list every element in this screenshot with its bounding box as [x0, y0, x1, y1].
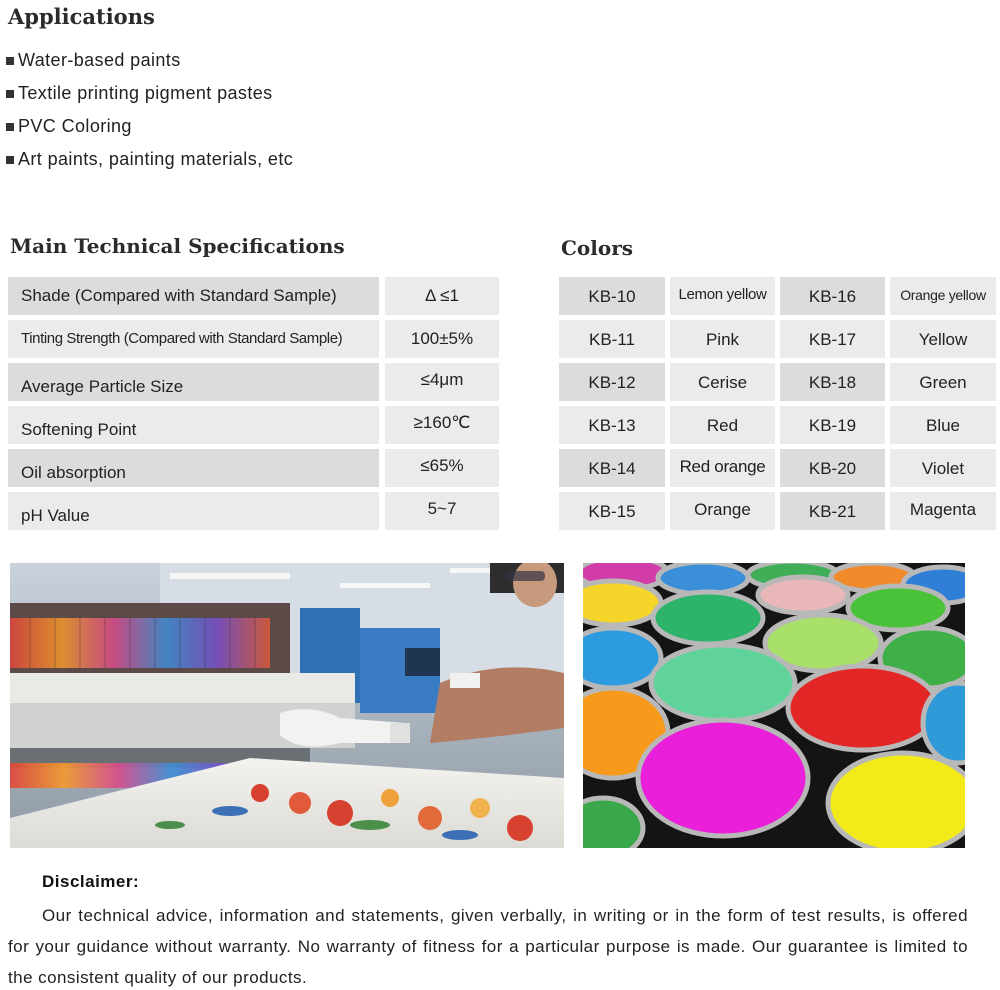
color-name: Magenta	[890, 492, 996, 530]
color-name: Red	[670, 406, 775, 444]
spec-value: ≤4μm	[385, 363, 499, 401]
spec-label: Softening Point	[8, 406, 379, 444]
color-code: KB-15	[559, 492, 665, 530]
colors-heading: Colors	[561, 236, 633, 260]
spec-value: 100±5%	[385, 320, 499, 358]
color-name: Blue	[890, 406, 996, 444]
application-item: Textile printing pigment pastes	[6, 81, 293, 114]
spec-value: ≥160℃	[385, 406, 499, 444]
spec-label: Oil absorption	[8, 449, 379, 487]
spec-value: Δ ≤1	[385, 277, 499, 315]
square-bullet-icon	[6, 90, 14, 98]
square-bullet-icon	[6, 156, 14, 164]
color-code: KB-18	[780, 363, 885, 401]
color-name: Lemon yellow	[670, 277, 775, 315]
color-name: Yellow	[890, 320, 996, 358]
disclaimer-text: Our technical advice, information and statements, given verbally, in writing or in the form of test results, is offered for your guidance without warranty. No warranty of fitness for a particular purpose is made. Our guarantee is limited to the consistent quality of our products.	[8, 906, 968, 987]
color-code: KB-10	[559, 277, 665, 315]
color-name: Violet	[890, 449, 996, 487]
square-bullet-icon	[6, 123, 14, 131]
spec-value: 5~7	[385, 492, 499, 530]
spec-label: Shade (Compared with Standard Sample)	[8, 277, 379, 315]
color-code: KB-19	[780, 406, 885, 444]
color-code: KB-17	[780, 320, 885, 358]
spec-label: pH Value	[8, 492, 379, 530]
color-code: KB-13	[559, 406, 665, 444]
color-code: KB-14	[559, 449, 665, 487]
paint-cans-photo	[583, 563, 965, 848]
color-code: KB-21	[780, 492, 885, 530]
color-code: KB-12	[559, 363, 665, 401]
specs-heading: Main Technical Specifications	[10, 234, 345, 258]
textile-machine-illustration	[10, 563, 564, 848]
color-name: Orange	[670, 492, 775, 530]
square-bullet-icon	[6, 57, 14, 65]
paint-cans-illustration	[583, 563, 965, 848]
color-name: Red orange	[670, 449, 775, 487]
application-item: Water-based paints	[6, 48, 293, 81]
spec-label: Tinting Strength (Compared with Standard Sample)	[8, 320, 379, 358]
spec-label: Average Particle Size	[8, 363, 379, 401]
color-name: Cerise	[670, 363, 775, 401]
color-code: KB-11	[559, 320, 665, 358]
color-code: KB-16	[780, 277, 885, 315]
color-name: Green	[890, 363, 996, 401]
color-name: Orange yellow	[890, 277, 996, 315]
color-name: Pink	[670, 320, 775, 358]
applications-heading: Applications	[8, 4, 155, 29]
applications-list	[6, 48, 293, 180]
disclaimer-heading: Disclaimer:	[42, 872, 140, 891]
spec-value: ≤65%	[385, 449, 499, 487]
application-item: Art paints, painting materials, etc	[6, 147, 293, 180]
application-item: PVC Coloring	[6, 114, 293, 147]
color-code: KB-20	[780, 449, 885, 487]
textile-printing-photo	[10, 563, 564, 848]
